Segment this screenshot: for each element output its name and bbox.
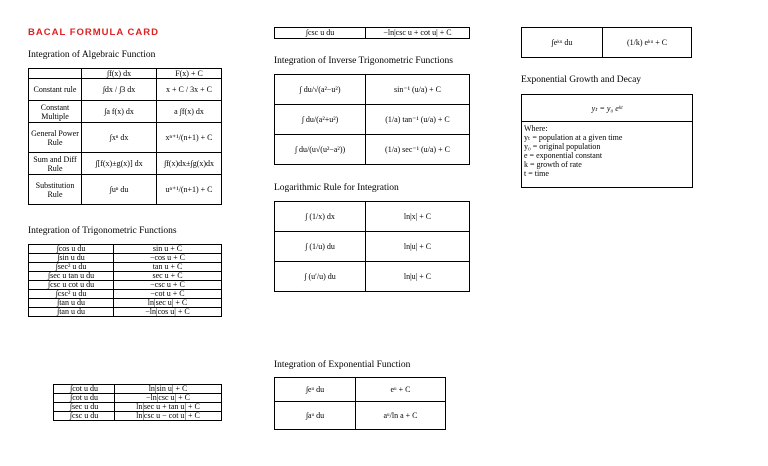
- row-result: ln|sin u| + C: [115, 385, 222, 394]
- table-row: [275, 232, 470, 262]
- table-row: [29, 175, 222, 205]
- trig-table: [28, 244, 222, 317]
- row-integral: ∫cos u du: [29, 245, 114, 254]
- growth-where-block: [522, 122, 692, 178]
- log-rule-table: [274, 201, 470, 292]
- row-result: (1/k) eᵏᵘ + C: [603, 28, 692, 58]
- table-row: [275, 135, 470, 165]
- row-result: ln|u| + C: [366, 232, 470, 262]
- algebraic-corner: [29, 69, 82, 79]
- row-result: −ln|csc u| + C: [115, 394, 222, 403]
- row-result: sin u + C: [114, 245, 222, 254]
- row-result: ln|x| + C: [366, 202, 470, 232]
- row-integral: ∫ (u′/u) du: [275, 262, 366, 292]
- algebraic-heading: Integration of Algebraic Function: [28, 50, 156, 60]
- row-result: ln|u| + C: [366, 262, 470, 292]
- growth-formula: yₜ = y₀ eᵏᵗ: [522, 95, 692, 122]
- row-result: uⁿ⁺¹/(n+1) + C: [157, 175, 222, 205]
- row-integral: ∫ (1/u) du: [275, 232, 366, 262]
- row-integral: ∫eᵏᵘ du: [522, 28, 603, 58]
- row-result: ln|sec u + tan u| + C: [115, 403, 222, 412]
- row-result: −ln|csc u + cot u| + C: [366, 28, 470, 39]
- row-integral: ∫ du/√(a²−u²): [275, 75, 366, 105]
- table-row: [29, 153, 222, 175]
- row-integral: ∫eᵘ du: [275, 378, 356, 402]
- row-result: sin⁻¹ (u/a) + C: [366, 75, 470, 105]
- row-integral: ∫ (1/x) dx: [275, 202, 366, 232]
- top-mid-table: [274, 27, 470, 39]
- table-row: [275, 28, 470, 39]
- row-integral: ∫csc u du: [275, 28, 366, 39]
- trig-heading: Integration of Trigonometric Functions: [28, 226, 177, 236]
- growth-box: [521, 94, 693, 188]
- row-integral: ∫tan u du: [29, 308, 114, 317]
- table-row: [29, 123, 222, 153]
- top-right-table: [521, 27, 692, 58]
- card-title: BACAL FORMULA CARD: [28, 27, 159, 38]
- growth-line: y₀ = original population: [524, 142, 601, 151]
- row-result: (1/a) sec⁻¹ (u/a) + C: [366, 135, 470, 165]
- row-result: −cot u + C: [114, 290, 222, 299]
- row-result: xⁿ⁺¹/(n+1) + C: [157, 123, 222, 153]
- exponential-table: [274, 377, 446, 430]
- algebraic-col-head-1: ∫f(x) dx: [82, 69, 157, 79]
- row-result: sec u + C: [114, 272, 222, 281]
- row-label: Constant Multiple: [29, 101, 82, 123]
- row-result: ∫f(x)dx±∫g(x)dx: [157, 153, 222, 175]
- row-result: (1/a) tan⁻¹ (u/a) + C: [366, 105, 470, 135]
- row-integral: ∫cot u du: [54, 394, 115, 403]
- table-row: [275, 202, 470, 232]
- row-integral: ∫uⁿ du: [82, 175, 157, 205]
- algebraic-col-head-2: F(x) + C: [157, 69, 222, 79]
- row-integral: ∫aᵘ du: [275, 402, 356, 430]
- table-row: [54, 412, 222, 421]
- row-integral: ∫cot u du: [54, 385, 115, 394]
- row-result: ln|csc u − cot u| + C: [115, 412, 222, 421]
- log-rule-heading: Logarithmic Rule for Integration: [274, 183, 399, 193]
- row-integral: ∫ du/(a²+u²): [275, 105, 366, 135]
- growth-line: yₜ = population at a given time: [524, 133, 623, 142]
- growth-line: k = growth of rate: [524, 160, 582, 169]
- row-label: Substitution Rule: [29, 175, 82, 205]
- row-integral: ∫ du/(u√(u²−a²)): [275, 135, 366, 165]
- row-result: −cos u + C: [114, 254, 222, 263]
- row-integral: ∫sec u tan u du: [29, 272, 114, 281]
- growth-line: t = time: [524, 169, 549, 178]
- row-label: Constant rule: [29, 79, 82, 101]
- row-result: tan u + C: [114, 263, 222, 272]
- row-integral: ∫csc² u du: [29, 290, 114, 299]
- row-integral: ∫csc u cot u du: [29, 281, 114, 290]
- inverse-trig-table: [274, 74, 470, 165]
- trig2-table: [53, 384, 222, 421]
- row-result: −csc u + C: [114, 281, 222, 290]
- row-integral: ∫a f(x) dx: [82, 101, 157, 123]
- table-row: [275, 402, 446, 430]
- row-result: eᵘ + C: [356, 378, 446, 402]
- row-result: −ln|cos u| + C: [114, 308, 222, 317]
- growth-where-label: Where:: [524, 124, 548, 133]
- row-result: ln|sec u| + C: [114, 299, 222, 308]
- row-label: General Power Rule: [29, 123, 82, 153]
- row-integral: ∫xⁿ dx: [82, 123, 157, 153]
- row-label: Sum and Diff Rule: [29, 153, 82, 175]
- table-row: [275, 75, 470, 105]
- row-result: x + C / 3x + C: [157, 79, 222, 101]
- row-integral: ∫sec u du: [54, 403, 115, 412]
- growth-line: e = exponential constant: [524, 151, 603, 160]
- inverse-trig-heading: Integration of Inverse Trigonometric Functions: [274, 56, 453, 66]
- growth-heading: Exponential Growth and Decay: [521, 75, 642, 85]
- row-integral: ∫csc u du: [54, 412, 115, 421]
- row-integral: ∫dx / ∫3 dx: [82, 79, 157, 101]
- table-row: [275, 378, 446, 402]
- table-row: [29, 308, 222, 317]
- row-integral: ∫tan u du: [29, 299, 114, 308]
- table-row: [29, 101, 222, 123]
- row-result: a ∫f(x) dx: [157, 101, 222, 123]
- row-integral: ∫sin u du: [29, 254, 114, 263]
- exponential-heading: Integration of Exponential Function: [274, 360, 411, 370]
- algebraic-table: [28, 68, 222, 205]
- row-result: aᵘ/ln a + C: [356, 402, 446, 430]
- table-row: [275, 105, 470, 135]
- table-row: [522, 28, 692, 58]
- table-row: [275, 262, 470, 292]
- row-integral: ∫[f(x)±g(x)] dx: [82, 153, 157, 175]
- row-integral: ∫sec² u du: [29, 263, 114, 272]
- table-row: [29, 79, 222, 101]
